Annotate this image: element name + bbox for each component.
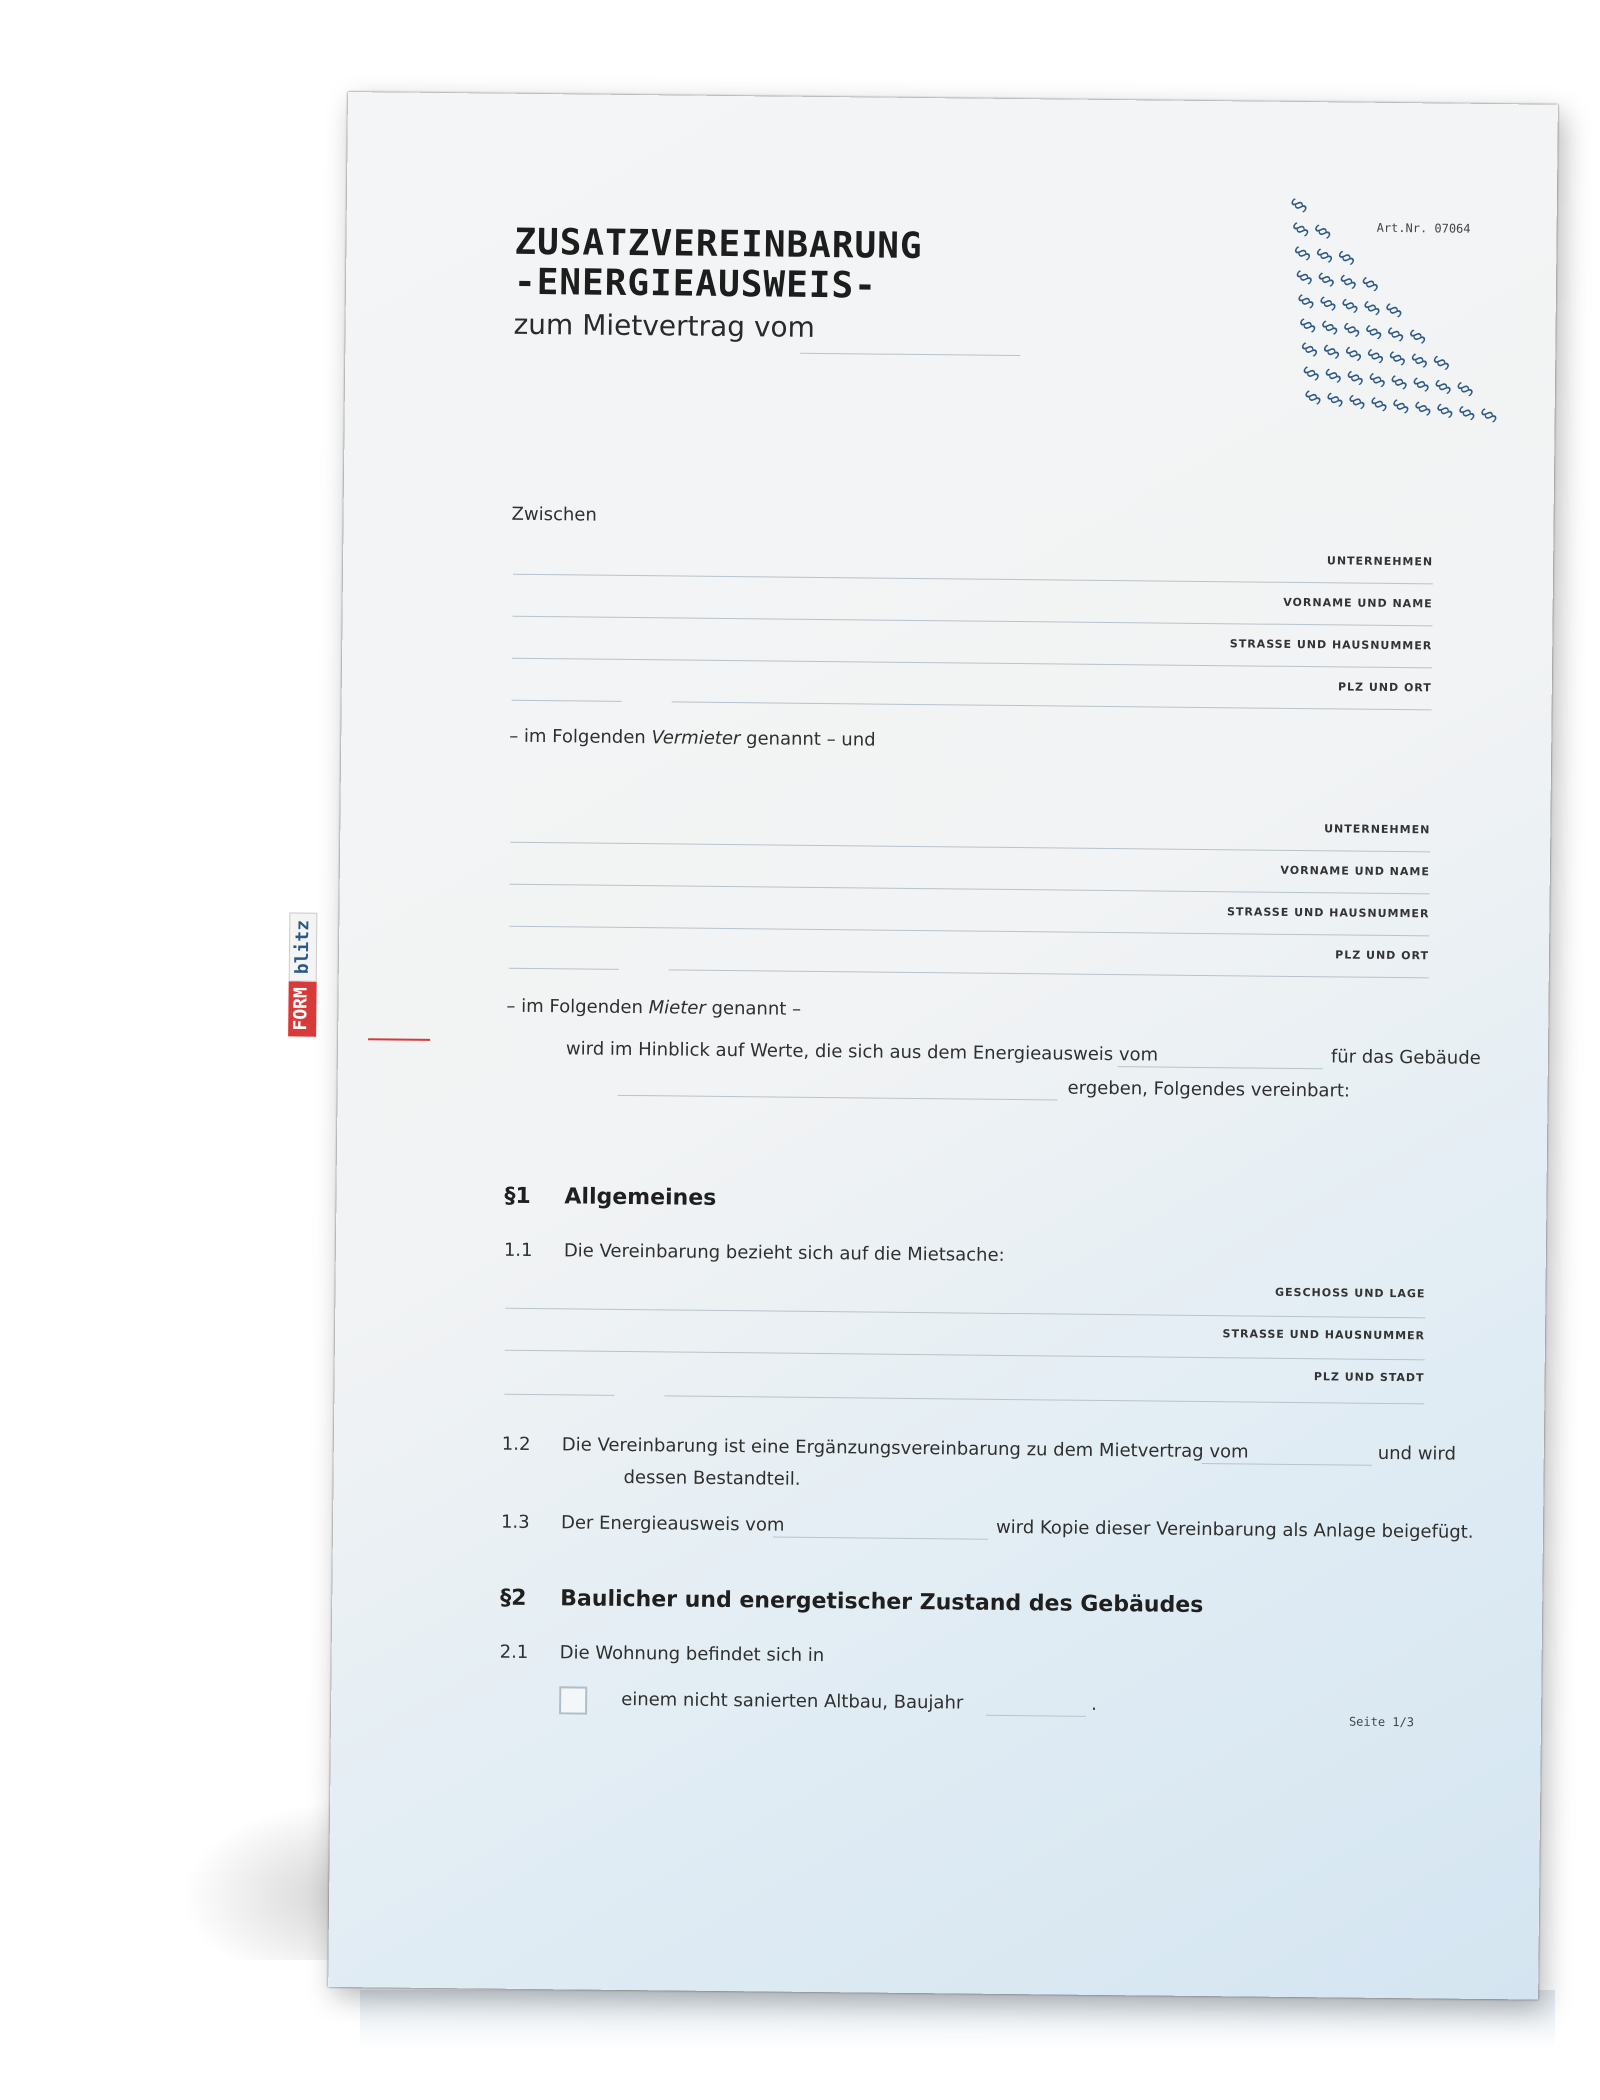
property-zip-field[interactable] [504, 1394, 614, 1396]
paragraph-glyph: § [1360, 319, 1387, 344]
paragraph-pattern-icon [1285, 190, 1516, 432]
vermieter-name-label: VORNAME UND NAME [1283, 595, 1433, 611]
item-1-3-text: Der Energieausweis vom [560, 1512, 785, 1536]
contract-date-field[interactable] [800, 353, 1020, 356]
paragraph-glyph: § [1361, 343, 1389, 368]
mieter-name-label: VORNAME UND NAME [1280, 863, 1430, 879]
agreement-text-1b: für das Gebäude [1330, 1046, 1481, 1069]
document-title-line2: -ENERGIEAUSWEIS- [513, 261, 877, 307]
paragraph-glyph: § [1343, 389, 1370, 414]
paragraph-glyph: § [1381, 322, 1409, 346]
brand-accent-line [368, 1038, 430, 1041]
main-contract-date-field[interactable] [1202, 1463, 1372, 1466]
paragraph-glyph: § [1341, 365, 1369, 390]
paragraph-glyph: § [1383, 346, 1411, 370]
vermieter-street-label: STRASSE UND HAUSNUMMER [1229, 637, 1433, 653]
item-2-1-text: Die Wohnung befindet sich in [559, 1642, 825, 1667]
paragraph-glyph: § [1336, 293, 1363, 318]
energy-certificate-date-field[interactable] [1118, 1066, 1323, 1069]
paragraph-glyph: § [1358, 295, 1385, 320]
vermieter-company-field[interactable] [513, 574, 1433, 585]
paragraph-glyph: § [1365, 391, 1392, 416]
section1-title: Allgemeines [564, 1184, 717, 1211]
construction-year-field[interactable] [986, 1715, 1086, 1717]
vermieter-city-field[interactable] [672, 701, 1432, 710]
item-1-2-text-c: dessen Bestandteil. [623, 1466, 801, 1490]
section1-number: §1 [504, 1183, 531, 1209]
paragraph-glyph: § [1475, 403, 1502, 427]
paragraph-glyph: § [1339, 341, 1367, 366]
paragraph-glyph: § [1310, 243, 1338, 268]
paragraph-glyph: § [1405, 348, 1433, 373]
paragraph-glyph: § [1453, 400, 1480, 425]
mieter-note: – im Folgenden Mieter genannt – [506, 995, 802, 1020]
paragraph-glyph: § [1297, 361, 1325, 386]
altbau-checkbox[interactable] [559, 1686, 587, 1714]
paragraph-glyph: § [1407, 372, 1434, 397]
mieter-street-field[interactable] [509, 926, 1429, 937]
paragraph-glyph: § [1380, 298, 1407, 322]
agreement-text-1: wird im Hinblick auf Werte, die sich aus dem Energieausweis vom [565, 1038, 1159, 1066]
page-number: Seite 1/3 [1348, 1714, 1415, 1730]
paragraph-glyph: § [1299, 385, 1326, 410]
article-number: Art.Nr. 07064 [1376, 220, 1471, 236]
paragraph-glyph: § [1294, 313, 1321, 337]
document-title-line1: ZUSATZVEREINBARUNG [514, 221, 923, 268]
item-1-2-text: Die Vereinbarung ist eine Ergänzungsvereinbarung zu dem Mietvertrag vom [561, 1434, 1249, 1463]
paragraph-glyph: § [1431, 398, 1458, 423]
paragraph-glyph: § [1451, 376, 1478, 401]
agreement-text-2: ergeben, Folgendes vereinbart: [1067, 1077, 1351, 1102]
paragraph-glyph: § [1334, 269, 1362, 294]
paragraph-glyph: § [1385, 370, 1413, 394]
mieter-company-label: UNTERNEHMEN [1324, 822, 1431, 837]
paragraph-glyph: § [1288, 241, 1316, 265]
item-1-1-number: 1.1 [503, 1239, 533, 1261]
floor-location-field[interactable] [505, 1308, 1425, 1319]
paragraph-glyph: § [1314, 291, 1341, 316]
vermieter-city-label: PLZ UND ORT [1337, 680, 1432, 695]
paragraph-glyph: § [1387, 394, 1414, 418]
mieter-city-label: PLZ UND ORT [1335, 948, 1430, 963]
paragraph-glyph: § [1363, 367, 1391, 392]
page-reflection [360, 1990, 1555, 2050]
mieter-street-label: STRASSE UND HAUSNUMMER [1226, 905, 1430, 921]
certificate-date-field[interactable] [773, 1537, 988, 1540]
section2-title: Baulicher und energetischer Zustand des Gebäudes [560, 1586, 1204, 1619]
paragraph-glyph: § [1338, 317, 1365, 342]
intro-text: Zwischen [511, 503, 597, 526]
paragraph-glyph: § [1290, 265, 1318, 289]
paragraph-glyph: § [1285, 193, 1312, 217]
mieter-city-field[interactable] [669, 969, 1429, 978]
paragraph-glyph: § [1427, 350, 1455, 375]
paragraph-glyph: § [1319, 363, 1347, 388]
item-1-2-number: 1.2 [501, 1433, 531, 1455]
vermieter-note: – im Folgenden Vermieter genannt – und [509, 725, 876, 751]
paragraph-glyph: § [1295, 337, 1323, 362]
property-city-label: PLZ UND STADT [1313, 1370, 1425, 1385]
mieter-company-field[interactable] [510, 842, 1430, 853]
vermieter-name-field[interactable] [513, 616, 1433, 627]
paragraph-glyph: § [1403, 324, 1431, 349]
vermieter-zip-field[interactable] [512, 700, 622, 702]
mieter-name-field[interactable] [510, 884, 1430, 895]
paragraph-glyph: § [1317, 339, 1345, 364]
paragraph-glyph: § [1292, 289, 1319, 313]
altbau-option-end: . [1091, 1693, 1098, 1715]
formblitz-logo: FORM blitz [288, 886, 318, 1036]
paragraph-glyph: § [1332, 245, 1360, 270]
document-subtitle: zum Mietvertrag vom [513, 307, 816, 344]
paragraph-glyph: § [1312, 267, 1340, 292]
paragraph-glyph: § [1356, 271, 1384, 296]
property-city-field[interactable] [664, 1395, 1424, 1404]
paragraph-glyph: § [1321, 387, 1348, 412]
paragraph-glyph: § [1409, 396, 1436, 421]
building-field[interactable] [618, 1095, 1058, 1101]
vermieter-street-field[interactable] [512, 658, 1432, 669]
section2-number: §2 [500, 1585, 527, 1611]
paragraph-glyph: § [1309, 219, 1336, 244]
item-1-3-text-b: wird Kopie dieser Vereinbarung als Anlage beigefügt. [995, 1516, 1474, 1543]
item-2-1-number: 2.1 [499, 1641, 529, 1663]
altbau-option-text: einem nicht sanierten Altbau, Baujahr [621, 1688, 964, 1714]
property-street-label: STRASSE UND HAUSNUMMER [1222, 1327, 1426, 1343]
paragraph-glyph: § [1287, 217, 1314, 241]
mieter-zip-field[interactable] [509, 968, 619, 970]
paragraph-glyph: § [1316, 315, 1343, 340]
item-1-3-number: 1.3 [500, 1511, 530, 1533]
item-1-2-text-b: und wird [1377, 1442, 1457, 1465]
property-street-field[interactable] [505, 1350, 1425, 1361]
paragraph-glyph: § [1429, 374, 1456, 399]
document-page [290, 92, 1558, 2000]
vermieter-company-label: UNTERNEHMEN [1326, 554, 1434, 569]
floor-location-label: GESCHOSS UND LAGE [1274, 1285, 1426, 1301]
item-1-1-text: Die Vereinbarung bezieht sich auf die Mietsache: [563, 1240, 1005, 1266]
